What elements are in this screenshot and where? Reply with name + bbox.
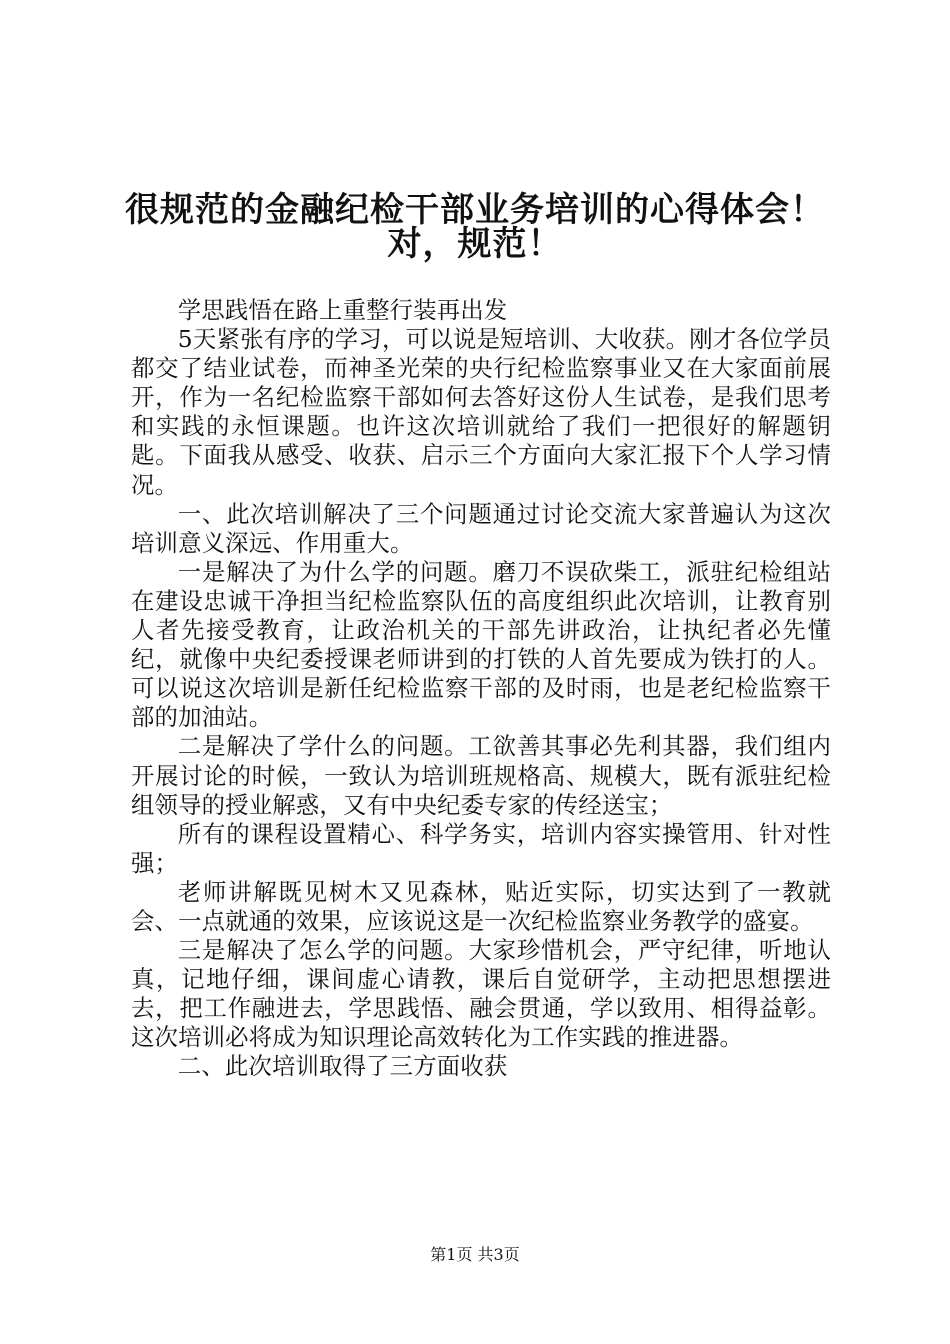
paragraph-what-learn: 二是解决了学什么的问题。工欲善其事必先利其器，我们组内开展讨论的时候，一致认为培训班规格高、规模大，既有派驻纪检组领导的授业解惑，又有中央纪委专家的传经送宝； [131, 732, 831, 819]
paragraph-how-learn: 三是解决了怎么学的问题。大家珍惜机会，严守纪律，听地认真，记地仔细，课间虚心请教，课后自觉研学，主动把思想摆进去，把工作融进去，学思践悟、融会贯通，学以致用、相得益彰。这次培训必将成为知识理论高效转化为工作实践的推进器。 [131, 936, 831, 1052]
paragraph-intro: 5天紧张有序的学习，可以说是短培训、大收获。刚才各位学员都交了结业试卷，而神圣光荣的央行纪检监察事业又在大家面前展开，作为一名纪检监察干部如何去答好这份人生试卷，是我们思考和实践的永恒课题。也许这次培训就给了我们一把很好的解题钥匙。下面我从感受、收获、启示三个方面向大家汇报下个人学习情况。 [131, 325, 831, 499]
page-number-footer: 第1页 共3页 [430, 1245, 520, 1264]
document-body [131, 296, 831, 1082]
paragraph-heading: 学思践悟在路上重整行装再出发 [177, 296, 508, 324]
document-title: 很规范的金融纪检干部业务培训的心得体会！ [125, 190, 825, 230]
paragraph-teachers: 老师讲解既见树木又见森林，贴近实际，切实达到了一教就会、一点就通的效果，应该说这是一次纪检监察业务教学的盛宴。 [131, 877, 831, 935]
paragraph-why-learn: 一是解决了为什么学的问题。磨刀不误砍柴工，派驻纪检组站在建设忠诚干净担当纪检监察队伍的高度组织此次培训，让教育别人者先接受教育，让政治机关的干部先讲政治，让执纪者必先懂纪，就像中央纪委授课老师讲到的打铁的人首先要成为铁打的人。可以说这次培训是新任纪检监察干部的及时雨，也是老纪检监察干部的加油站。 [131, 557, 831, 732]
paragraph-section-1: 一、此次培训解决了三个问题通过讨论交流大家普遍认为这次培训意义深远、作用重大。 [131, 499, 831, 557]
document-subtitle: 对，规范！ [387, 224, 563, 264]
paragraph-section-2: 二、此次培训取得了三方面收获 [177, 1052, 508, 1081]
paragraph-courses: 所有的课程设置精心、科学务实，培训内容实操管用、针对性强； [131, 819, 831, 877]
